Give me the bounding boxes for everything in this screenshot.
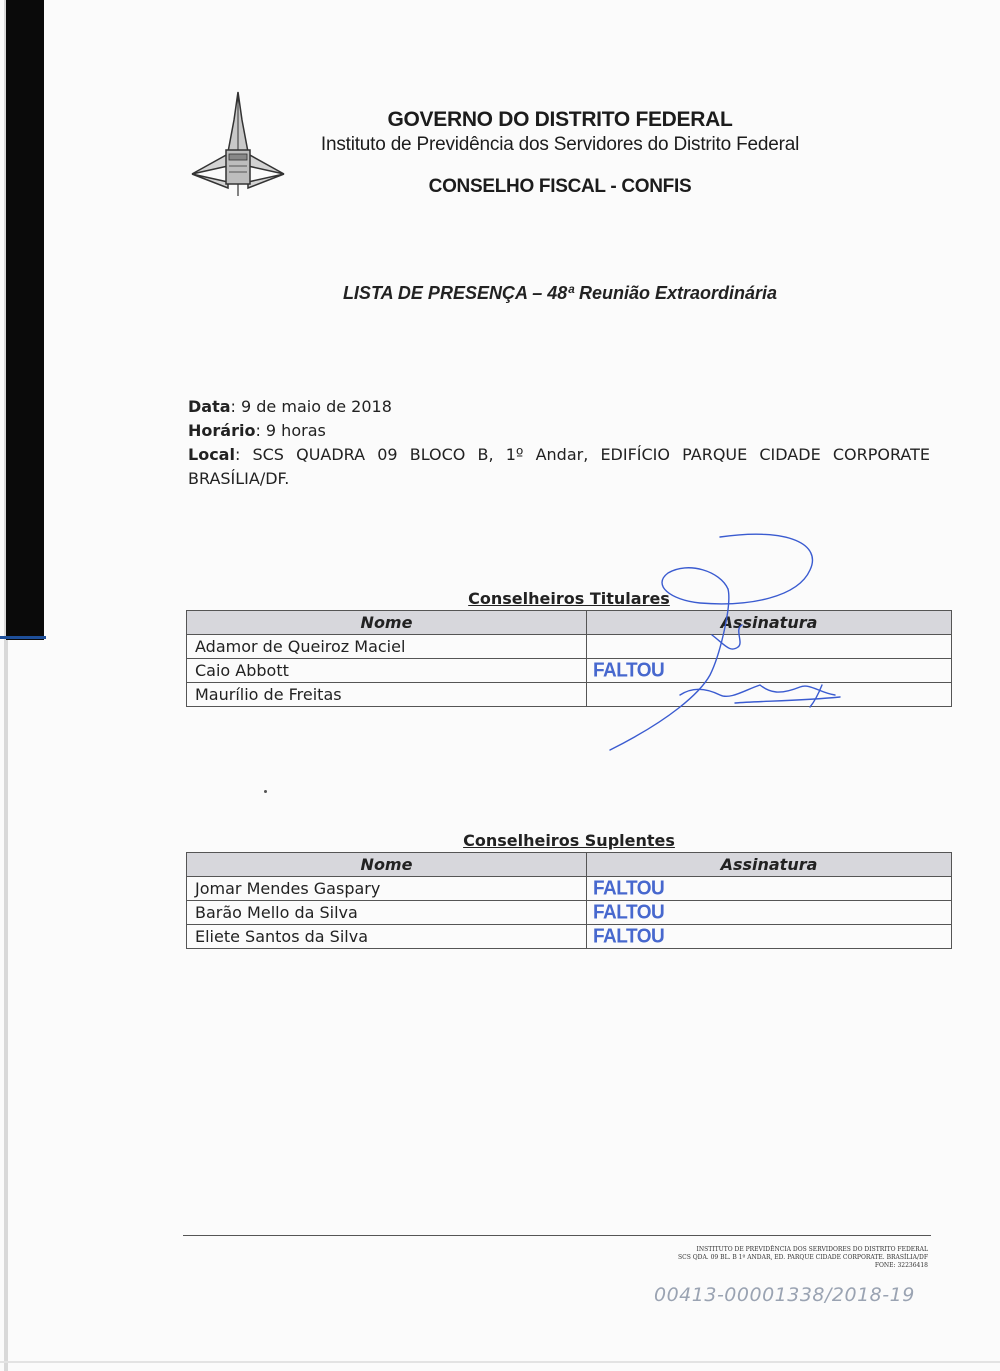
absence-stamp: FALTOU	[593, 876, 665, 899]
table-row	[187, 925, 952, 949]
date-value: : 9 de maio de 2018	[230, 397, 392, 416]
gdf-logo-icon	[188, 90, 288, 198]
absence-stamp: FALTOU	[593, 924, 665, 947]
table-header-row	[187, 611, 952, 635]
suplentes-caption: Conselheiros Suplentes	[463, 831, 675, 850]
government-name: GOVERNO DO DISTRITO FEDERAL	[387, 108, 733, 131]
scan-speck	[264, 790, 267, 793]
table-header-row	[187, 853, 952, 877]
footer-divider	[183, 1235, 931, 1236]
titulares-caption: Conselheiros Titulares	[468, 589, 670, 608]
titulares-table	[186, 610, 952, 707]
table-row	[187, 877, 952, 901]
document-title: LISTA DE PRESENÇA – 48ª Reunião Extraordinária	[342, 283, 778, 303]
time-label: Horário	[188, 421, 256, 440]
table-row	[187, 683, 952, 707]
signature-cell	[587, 877, 952, 901]
footer-address	[408, 1246, 928, 1270]
time-value: : 9 horas	[255, 421, 326, 440]
footer-line-institute: INSTITUTO DE PREVIDÊNCIA DOS SERVIDORES DO DISTRITO FEDERAL	[696, 1246, 928, 1253]
member-name: Caio Abbott	[187, 659, 587, 683]
scan-bottom-edge	[0, 1361, 1000, 1363]
protocol-number: 00413-00001338/2018-19	[654, 1284, 915, 1306]
footer-line-address: SCS QDA. 09 BL. B 1º ANDAR, ED. PARQUE CIDADE CORPORATE. BRASÍLIA/DF	[678, 1254, 928, 1261]
meeting-time	[188, 419, 930, 443]
table-row	[187, 635, 952, 659]
member-name: Eliete Santos da Silva	[187, 925, 587, 949]
table-row	[187, 659, 952, 683]
signature-cell	[587, 901, 952, 925]
footer-line-phone: FONE: 32236418	[874, 1262, 928, 1269]
suplentes-table	[186, 852, 952, 949]
column-header-assinatura: Assinatura	[587, 611, 952, 635]
location-label: Local	[188, 445, 235, 464]
absence-stamp: FALTOU	[593, 658, 665, 681]
signature-cell	[587, 683, 952, 707]
column-header-nome: Nome	[187, 611, 587, 635]
column-header-nome: Nome	[187, 853, 587, 877]
institute-name: Instituto de Previdência dos Servidores do Distrito Federal	[320, 134, 800, 155]
signature-cell	[587, 659, 952, 683]
scan-mark	[0, 636, 46, 639]
member-name: Adamor de Queiroz Maciel	[187, 635, 587, 659]
absence-stamp: FALTOU	[593, 900, 665, 923]
meeting-date	[188, 395, 930, 419]
signature-cell	[587, 925, 952, 949]
table-row	[187, 901, 952, 925]
date-label: Data	[188, 397, 231, 416]
member-name: Barão Mello da Silva	[187, 901, 587, 925]
location-value: : SCS QUADRA 09 BLOCO B, 1º Andar, EDIFÍCIO PARQUE CIDADE CORPORATE BRASÍLIA/DF.	[188, 445, 930, 488]
member-name: Jomar Mendes Gaspary	[187, 877, 587, 901]
column-header-assinatura: Assinatura	[587, 853, 952, 877]
signature-cell	[587, 635, 952, 659]
meeting-location	[188, 443, 930, 491]
council-name: CONSELHO FISCAL - CONFIS	[428, 176, 692, 197]
member-name: Maurílio de Freitas	[187, 683, 587, 707]
scan-margin-bar	[6, 0, 44, 640]
